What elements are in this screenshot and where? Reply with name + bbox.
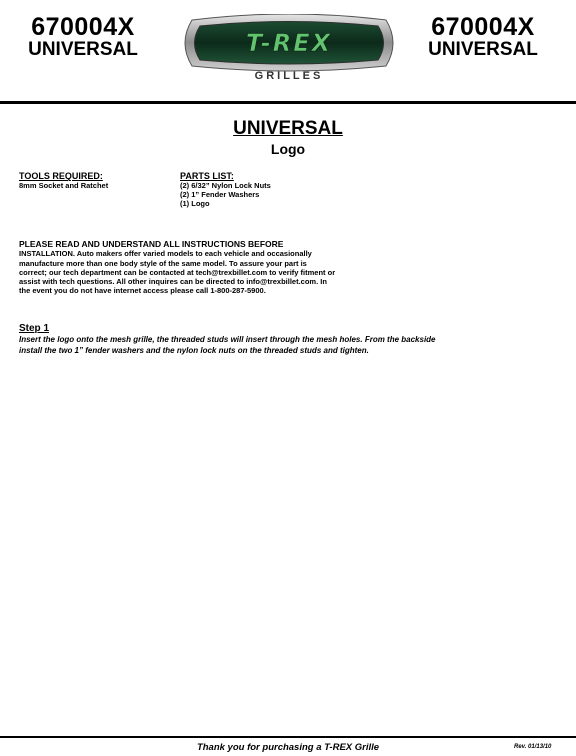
- part-label-right: UNIVERSAL: [428, 39, 538, 60]
- parts-list: [180, 171, 271, 208]
- parts-item: (1) Logo: [180, 199, 210, 208]
- page-subtitle: Logo: [270, 141, 306, 157]
- step-line: Insert the logo onto the mesh grille, the threaded studs will insert through the mesh holes. From the backside: [19, 335, 436, 344]
- part-label: UNIVERSAL: [28, 39, 138, 60]
- notice-line: INSTALLATION. Auto makers offer varied models to each vehicle and occasionally: [19, 249, 312, 259]
- step-1-text: [19, 335, 559, 356]
- page-title: UNIVERSAL: [233, 118, 343, 139]
- step-1-title: Step 1: [19, 323, 50, 334]
- parts-item: (2) 6/32” Nylon Lock Nuts: [180, 181, 271, 190]
- footer-divider: [0, 736, 576, 738]
- footer-thanks: Thank you for purchasing a T-REX Grille: [196, 742, 380, 753]
- trex-logo-badge: [178, 14, 400, 72]
- tools-heading: TOOLS REQUIRED:: [19, 171, 103, 181]
- part-number: 670004X: [31, 13, 135, 41]
- logo-subtext: GRILLES: [254, 70, 324, 82]
- header-divider: [0, 101, 576, 104]
- header-left: [8, 14, 158, 60]
- step-line: install the two 1” fender washers and the nylon lock nuts on the threaded studs and tighten.: [19, 345, 369, 355]
- notice-line: the event you do not have internet access please call 1-800-287-5900.: [19, 286, 266, 296]
- header-right: [408, 14, 558, 60]
- instructions-notice: [19, 240, 419, 296]
- part-number-right: 670004X: [431, 13, 535, 41]
- revision-date: Rev. 01/13/10: [514, 744, 552, 750]
- parts-heading: PARTS LIST:: [180, 171, 234, 181]
- notice-line: manufacture more than one body style of the same model. To assure your part is: [19, 258, 307, 268]
- tools-required: [19, 171, 108, 190]
- notice-line: correct; our tech department can be contacted at tech@trexbillet.com to verify fitment or: [19, 267, 336, 277]
- trex-grilles-logo: [178, 14, 400, 86]
- tools-item: 8mm Socket and Ratchet: [19, 181, 109, 190]
- notice-line: assist with tech questions. All other inquires can be directed to info@trexbillet.com. In: [19, 277, 327, 287]
- logo-brand-text: T-REX: [245, 29, 333, 57]
- parts-item: (2) 1” Fender Washers: [180, 190, 260, 199]
- notice-lead: PLEASE READ AND UNDERSTAND ALL INSTRUCTIONS BEFORE: [19, 239, 284, 249]
